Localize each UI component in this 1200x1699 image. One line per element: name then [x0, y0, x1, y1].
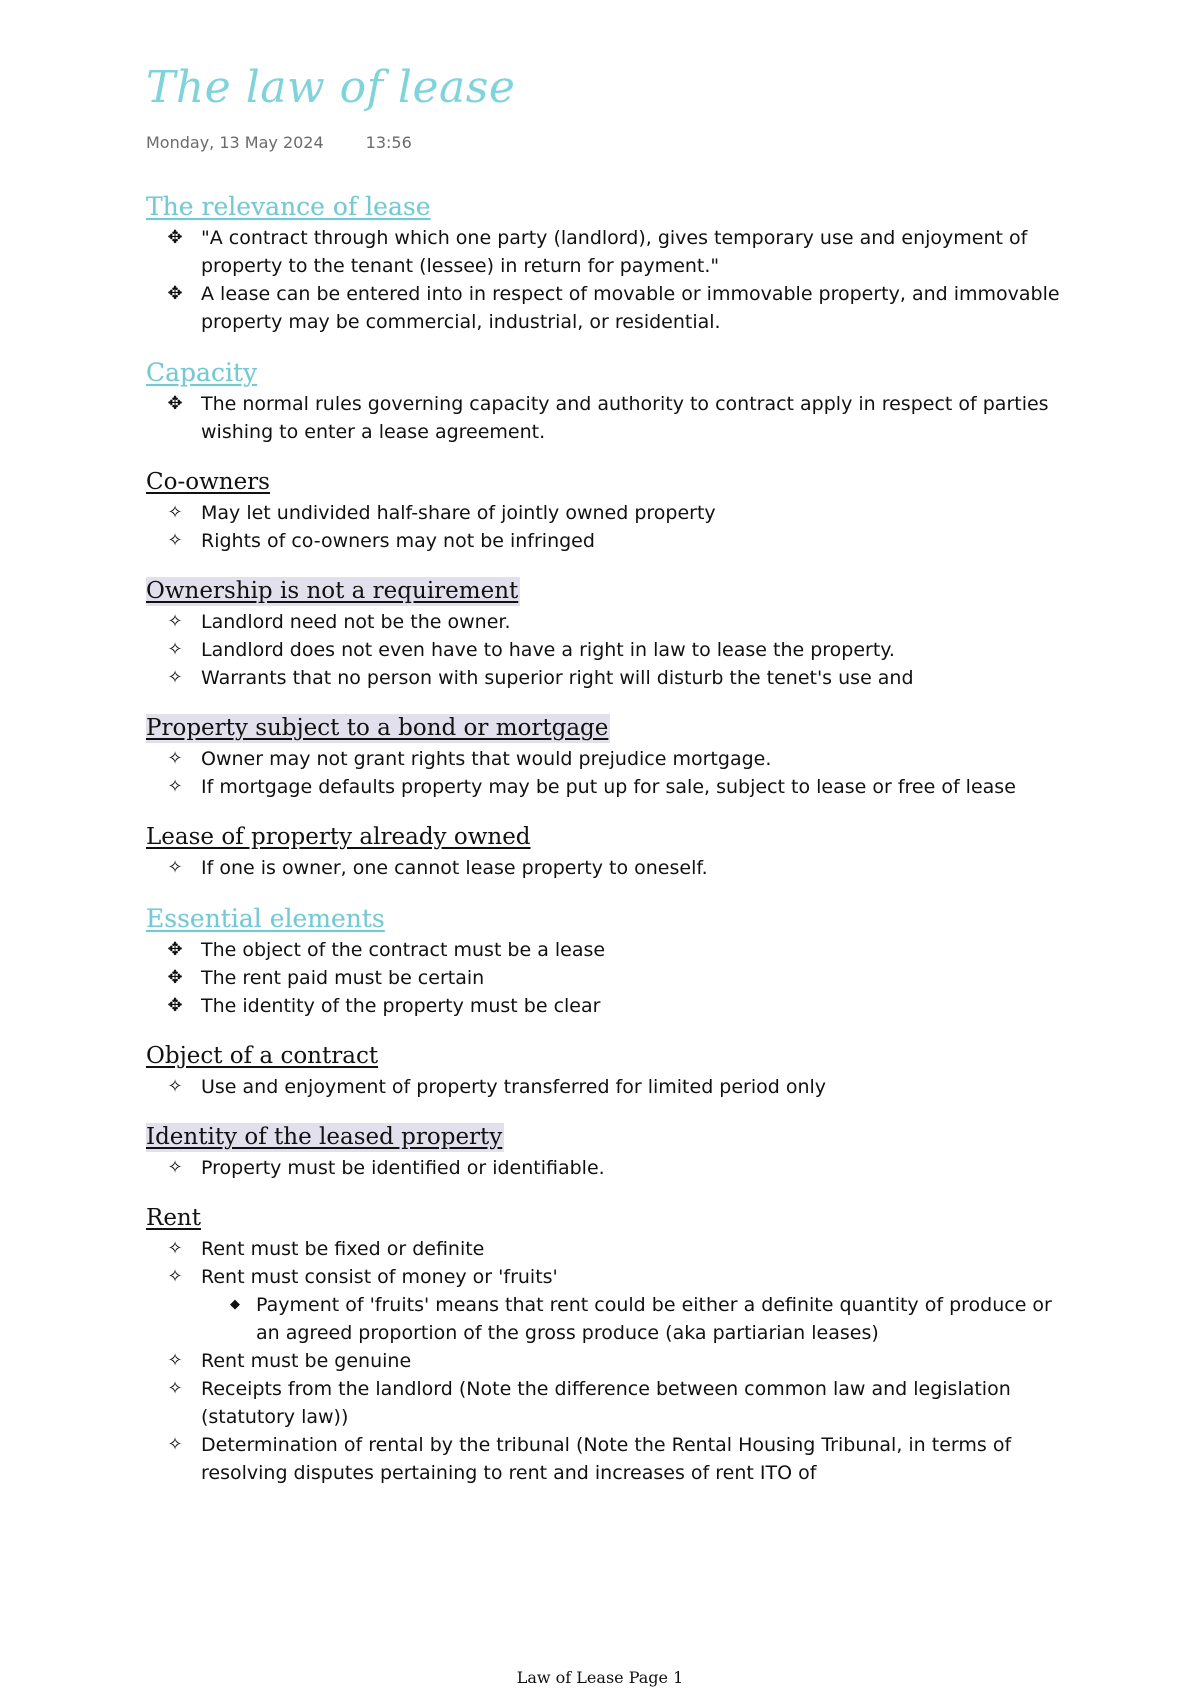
bullet-list	[146, 745, 1066, 801]
subsection-heading: Rent	[146, 1205, 201, 1231]
diamond-bullet-icon: ◆	[230, 1297, 240, 1312]
list-item-text: The normal rules governing capacity and authority to contract apply in respect of parties wishing to enter a lease agreement.	[201, 393, 1049, 443]
list-item-text: Landlord need not be the owner.	[201, 611, 511, 633]
list-item	[146, 773, 1066, 801]
subsection-heading: Ownership is not a requirement	[146, 578, 519, 604]
outline-star-bullet-icon: ✧	[167, 1238, 183, 1259]
star-bullet-icon: ✥	[167, 393, 183, 414]
star-bullet-icon: ✥	[167, 967, 183, 988]
list-item-text: May let undivided half-share of jointly owned property	[201, 502, 716, 524]
list-item	[146, 1235, 1066, 1263]
outline-star-bullet-icon: ✧	[167, 1378, 183, 1399]
bullet-list	[146, 1073, 1066, 1101]
star-bullet-icon: ✥	[167, 995, 183, 1016]
star-bullet-icon: ✥	[167, 227, 183, 248]
bullet-list	[146, 936, 1066, 1020]
list-item	[146, 1154, 1066, 1182]
subsection-heading: Property subject to a bond or mortgage	[146, 715, 609, 741]
list-item-text: "A contract through which one party (landlord), gives temporary use and enjoyment of property to the tenant (lessee) in return for payment."	[201, 227, 1028, 277]
outline-star-bullet-icon: ✧	[167, 502, 183, 523]
list-item	[146, 745, 1066, 773]
page-date: Monday, 13 May 2024	[146, 133, 324, 152]
bullet-list	[146, 1154, 1066, 1182]
section-heading: Capacity	[146, 358, 258, 387]
list-item	[146, 608, 1066, 636]
outline-star-bullet-icon: ✧	[167, 530, 183, 551]
list-item-text: If mortgage defaults property may be put up for sale, subject to lease or free of lease	[201, 776, 1016, 798]
list-item	[146, 390, 1066, 446]
section-object-contract	[146, 1042, 1066, 1101]
list-item	[146, 1375, 1066, 1431]
list-item-text: The rent paid must be certain	[201, 967, 485, 989]
outline-star-bullet-icon: ✧	[167, 1076, 183, 1097]
list-item	[146, 224, 1066, 280]
list-item-text: Determination of rental by the tribunal (Note the Rental Housing Tribunal, in terms of resolving disputes pertaining to rent and increases of rent ITO of	[201, 1434, 1012, 1484]
bullet-list	[146, 499, 1066, 555]
section-essential-elements	[146, 904, 1066, 1020]
list-item	[146, 1073, 1066, 1101]
list-item-text: Rights of co-owners may not be infringed	[201, 530, 595, 552]
list-item-text: Use and enjoyment of property transferred for limited period only	[201, 1076, 827, 1098]
outline-star-bullet-icon: ✧	[167, 857, 183, 878]
list-item-text: Rent must consist of money or 'fruits'	[201, 1266, 558, 1288]
star-bullet-icon: ✥	[167, 283, 183, 304]
list-item	[146, 527, 1066, 555]
page-title: The law of lease	[146, 62, 516, 113]
bullet-list	[146, 854, 1066, 882]
list-item	[146, 964, 1066, 992]
list-item	[146, 854, 1066, 882]
section-heading: The relevance of lease	[146, 192, 431, 221]
list-item-text: Rent must be genuine	[201, 1350, 412, 1372]
list-item	[146, 499, 1066, 527]
bullet-list	[146, 224, 1066, 336]
nested-list-item	[201, 1291, 1066, 1347]
bullet-list	[146, 608, 1066, 692]
list-item-text: Warrants that no person with superior right will disturb the tenet's use and	[201, 667, 914, 689]
list-item	[146, 1263, 1066, 1347]
outline-star-bullet-icon: ✧	[167, 1350, 183, 1371]
list-item	[146, 992, 1066, 1020]
section-co-owners	[146, 468, 1066, 555]
list-item	[146, 936, 1066, 964]
section-rent	[146, 1204, 1066, 1487]
list-item	[146, 664, 1066, 692]
outline-star-bullet-icon: ✧	[167, 1266, 183, 1287]
outline-star-bullet-icon: ✧	[167, 748, 183, 769]
section-identity	[146, 1123, 1066, 1182]
list-item-text: A lease can be entered into in respect of movable or immovable property, and immovable property may be commercial, industrial, or residential.	[201, 283, 1060, 333]
bullet-list	[146, 1235, 1066, 1487]
nested-bullet-list	[201, 1291, 1066, 1347]
list-item-text: Owner may not grant rights that would prejudice mortgage.	[201, 748, 772, 770]
section-relevance	[146, 192, 1066, 336]
page-footer: Law of Lease Page 1	[516, 1668, 684, 1687]
star-bullet-icon: ✥	[167, 939, 183, 960]
list-item-text: The object of the contract must be a lease	[201, 939, 606, 961]
bullet-list	[146, 390, 1066, 446]
subsection-heading: Identity of the leased property	[146, 1124, 503, 1150]
section-already-owned	[146, 823, 1066, 882]
section-heading: Essential elements	[146, 904, 385, 933]
outline-star-bullet-icon: ✧	[167, 611, 183, 632]
outline-star-bullet-icon: ✧	[167, 639, 183, 660]
section-capacity	[146, 358, 1066, 446]
notes-content	[146, 192, 1066, 1509]
list-item	[146, 280, 1066, 336]
list-item-text: The identity of the property must be clear	[201, 995, 601, 1017]
outline-star-bullet-icon: ✧	[167, 776, 183, 797]
page-timestamp	[146, 133, 412, 152]
list-item	[146, 1431, 1066, 1487]
section-ownership	[146, 577, 1066, 692]
subsection-heading: Lease of property already owned	[146, 824, 531, 850]
list-item-text: If one is owner, one cannot lease property to oneself.	[201, 857, 708, 879]
outline-star-bullet-icon: ✧	[167, 1434, 183, 1455]
list-item-text: Landlord does not even have to have a right in law to lease the property.	[201, 639, 895, 661]
list-item-text: Payment of 'fruits' means that rent could be either a definite quantity of produce or an agreed proportion of the gross produce (aka partiarian leases)	[256, 1294, 1052, 1344]
subsection-heading: Object of a contract	[146, 1043, 379, 1069]
outline-star-bullet-icon: ✧	[167, 667, 183, 688]
outline-star-bullet-icon: ✧	[167, 1157, 183, 1178]
list-item-text: Rent must be fixed or definite	[201, 1238, 485, 1260]
list-item-text: Property must be identified or identifiable.	[201, 1157, 605, 1179]
list-item	[146, 636, 1066, 664]
page-time: 13:56	[365, 133, 412, 152]
list-item-text: Receipts from the landlord (Note the difference between common law and legislation (statutory law))	[201, 1378, 1011, 1428]
subsection-heading: Co-owners	[146, 469, 270, 495]
list-item	[146, 1347, 1066, 1375]
section-bond-mortgage	[146, 714, 1066, 801]
